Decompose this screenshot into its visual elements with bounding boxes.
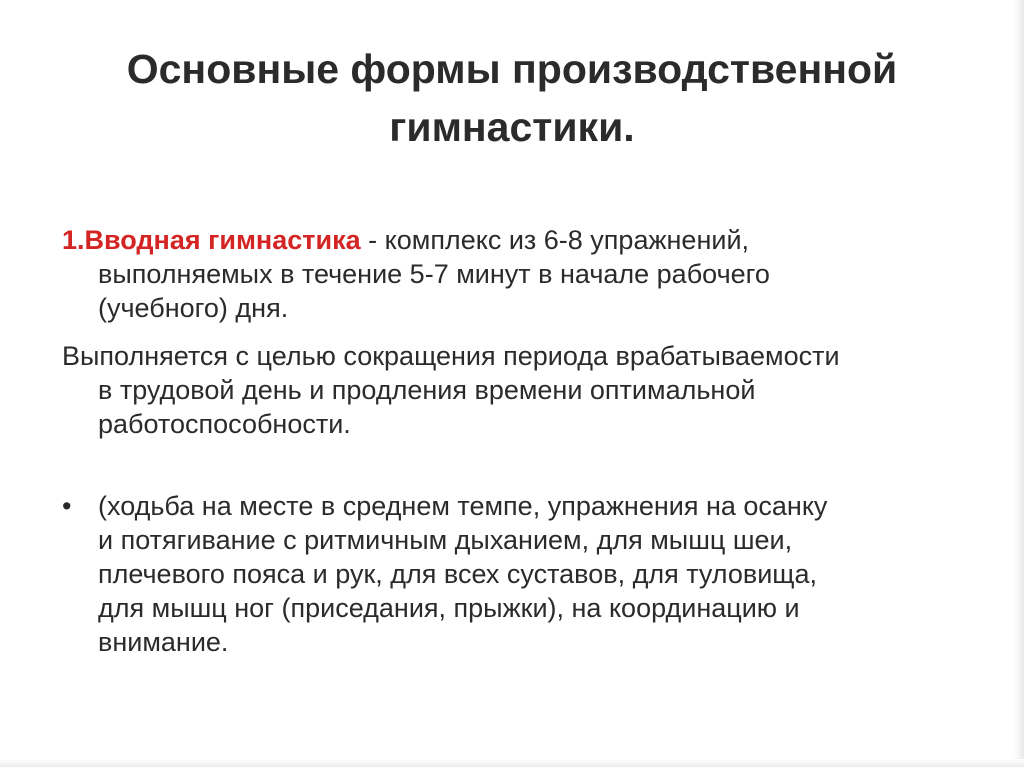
- bullet-line-2: и потягивание с ритмичным дыханием, для мышц шеи,: [98, 525, 793, 555]
- item1-line-1: - комплекс из 6-8 упражнений,: [360, 225, 750, 255]
- title-line-1: Основные формы производственной: [126, 46, 898, 92]
- slide-edge-shadow-right: [1014, 0, 1024, 767]
- bullet-line-1: (ходьба на месте в среднем темпе, упражнения на осанку: [98, 491, 828, 521]
- purpose-line-2: в трудовой день и продления времени оптимальной: [98, 375, 756, 405]
- purpose-line-1: Выполняется с целью сокращения периода врабатываемости: [62, 341, 840, 371]
- bullet-marker: •: [62, 491, 72, 521]
- item1-heading: 1.Вводная гимнастика: [62, 225, 361, 255]
- item1-line-2: выполняемых в течение 5-7 минут в начале рабочего: [98, 259, 770, 289]
- title-line-2: гимнастики.: [389, 104, 635, 150]
- item1-line-3: (учебного) дня.: [98, 293, 289, 323]
- purpose-paragraph: [62, 339, 962, 441]
- exercise-bullet-item: [62, 489, 962, 659]
- bullet-line-3: плечевого пояса и рук, для всех суставов, для туловища,: [98, 559, 818, 589]
- slide-edge-shadow-bottom: [0, 759, 1024, 767]
- slide-title: [60, 40, 964, 156]
- slide-body: [62, 223, 962, 659]
- bullet-line-5: внимание.: [98, 627, 229, 657]
- item1-paragraph: [62, 223, 962, 325]
- bullet-line-4: для мышц ног (приседания, прыжки), на координацию и: [98, 593, 800, 623]
- purpose-line-3: работоспособности.: [98, 409, 351, 439]
